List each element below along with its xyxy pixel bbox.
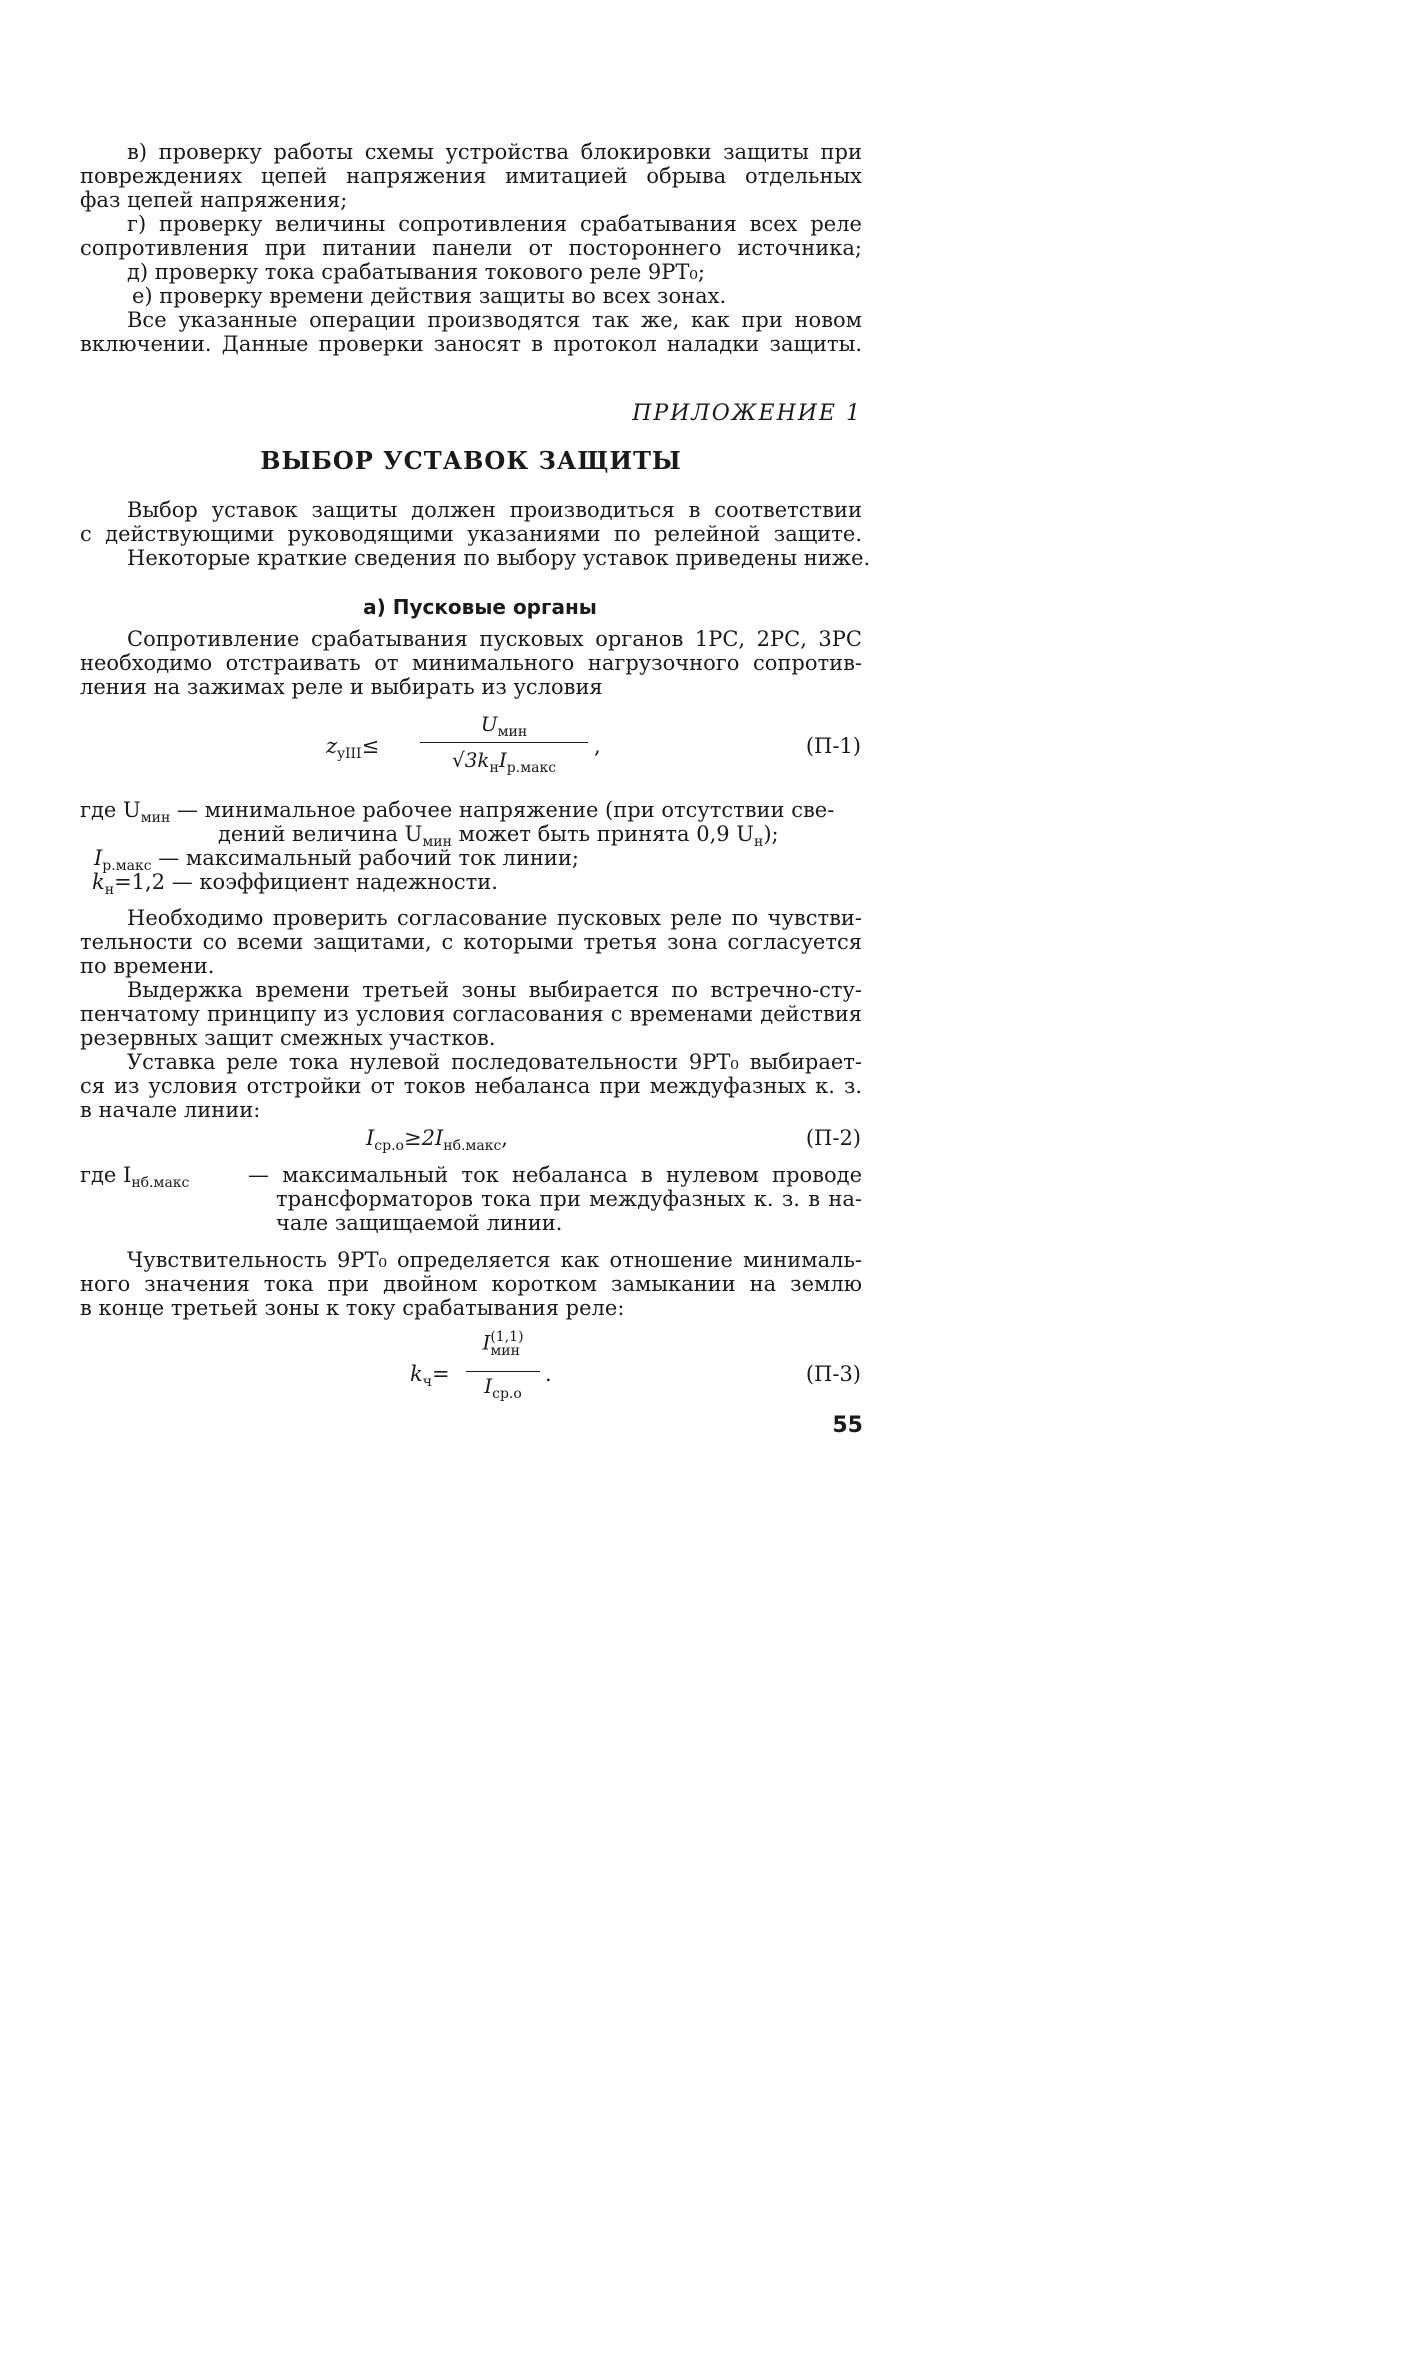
- formula-1-trail: ,: [594, 734, 601, 758]
- text-line: Выбор уставок защиты должен производиться в соответствии: [127, 498, 862, 522]
- where2-subscript: нб.макс: [131, 1175, 190, 1192]
- where-2-subscript-b: н: [754, 834, 764, 851]
- formula-1-numerator: [420, 712, 588, 740]
- formula-3-lhs-subscript: ч: [422, 1374, 432, 1391]
- text-line: ления на зажимах реле и выбирать из условия: [80, 675, 603, 699]
- where-2-subscript-a: мин: [422, 834, 452, 851]
- formula-3-trail: .: [545, 1362, 552, 1386]
- text-line: — максимальный ток небаланса в нулевом проводе: [248, 1163, 862, 1187]
- where-3-text: — максимальный рабочий ток линии;: [151, 846, 579, 870]
- formula-2: [366, 1126, 508, 1158]
- section-heading: а) Пусковые органы: [363, 595, 597, 619]
- formula-2-trail: ,: [501, 1126, 508, 1150]
- text-line: трансформаторов тока при междуфазных к. з. в на-: [276, 1187, 862, 1211]
- formula-1-denominator: [420, 748, 588, 776]
- text-line: резервных защит смежных участков.: [80, 1026, 496, 1050]
- text-line: включении. Данные проверки заносят в протокол наладки защиты.: [80, 332, 862, 356]
- formula-2-subscript-b: нб.макс: [443, 1138, 502, 1155]
- text-line: Некоторые краткие сведения по выбору уставок приведены ниже.: [127, 546, 871, 570]
- text-line: необходимо отстраивать от минимального нагрузочного сопротив-: [80, 651, 862, 675]
- formula-1-operator: ≤: [361, 734, 380, 758]
- text-line: г) проверку величины сопротивления срабатывания всех реле: [127, 212, 862, 236]
- where-line-4: [92, 870, 874, 902]
- formula-1-denominator-subscript-1: н: [489, 760, 499, 776]
- formula-3-denominator-subscript: ср.о: [492, 1386, 522, 1402]
- formula-3-denominator-symbol: I: [484, 1374, 493, 1398]
- text-line: с действующими руководящими указаниями по релейной защите.: [80, 522, 862, 546]
- formula-1-number: (П-1): [805, 734, 861, 758]
- formula-3-numerator: [466, 1330, 540, 1358]
- where2-symbol: где I: [80, 1163, 132, 1187]
- formula-3-denominator: [466, 1374, 540, 1402]
- where-4-subscript: н: [104, 882, 115, 899]
- formula-1-lhs-subscript: yIII: [337, 746, 362, 763]
- where-1-lead: где U: [80, 798, 141, 822]
- where-4-text: =1,2 — коэффициент надежности.: [114, 870, 498, 894]
- text-line: ся из условия отстройки от токов небаланса при междуфазных к. з.: [80, 1074, 862, 1098]
- text-line: пенчатому принципу из условия согласования с временами действия: [80, 1002, 862, 1026]
- where-1-subscript: мин: [140, 810, 171, 827]
- text-line: сопротивления при питании панели от постороннего источника;: [80, 236, 862, 260]
- formula-1-lhs-symbol: z: [326, 734, 338, 758]
- text-line: тельности со всеми защитами, с которыми третья зона согласуется: [80, 930, 862, 954]
- text-line: повреждениях цепей напряжения имитацией обрыва отдельных: [80, 164, 862, 188]
- formula-3-numerator-symbol: I: [482, 1330, 491, 1355]
- text-line: Необходимо проверить согласование пусковых реле по чувстви-: [127, 906, 862, 930]
- formula-3-fraction-bar: [466, 1371, 540, 1372]
- formula-1-denominator-subscript-2: р.макс: [506, 760, 557, 776]
- text-line: ного значения тока при двойном коротком замыкании на землю: [80, 1272, 862, 1296]
- page: [0, 0, 941, 1568]
- formula-2-operator: ≥2I: [403, 1126, 444, 1150]
- text-line: по времени.: [80, 954, 215, 978]
- where-2-text-b: может быть принята 0,9 U: [451, 822, 754, 846]
- text-line: е) проверку времени действия защиты во всех зонах.: [132, 284, 727, 308]
- text-line: фаз цепей напряжения;: [80, 188, 348, 212]
- formula-1-fraction-bar: [420, 742, 588, 743]
- text-line: Чувствительность 9РТ₀ определяется как отношение минималь-: [127, 1248, 862, 1272]
- formula-3-lhs: [410, 1362, 450, 1394]
- where-3-symbol: I: [94, 846, 103, 870]
- text-line: в конце третьей зоны к току срабатывания реле:: [80, 1296, 625, 1320]
- text-line: Сопротивление срабатывания пусковых органов 1РС, 2РС, 3РС: [127, 627, 862, 651]
- where-3-subscript: р.макс: [102, 858, 152, 875]
- where-2-text-c: );: [763, 822, 779, 846]
- formula-2-subscript-a: ср.о: [374, 1138, 404, 1155]
- text-line: в начале линии:: [80, 1098, 261, 1122]
- formula-1-numerator-symbol: U: [480, 712, 498, 736]
- where-4-symbol: k: [92, 870, 105, 894]
- formula-3-lhs-symbol: k: [410, 1362, 423, 1386]
- formula-3-operator: =: [432, 1362, 450, 1386]
- text-line: чале защищаемой линии.: [276, 1211, 563, 1235]
- text-line: Все указанные операции производятся так же, как при новом: [127, 308, 862, 332]
- formula-3-numerator-subscript: мин: [490, 1343, 520, 1359]
- formula-3-number: (П-3): [805, 1362, 861, 1386]
- text-line: д) проверку тока срабатывания токового реле 9РТ₀;: [127, 260, 705, 284]
- formula-2-symbol-a: I: [366, 1126, 375, 1150]
- text-line: в) проверку работы схемы устройства блокировки защиты при: [127, 140, 862, 164]
- formula-2-number: (П-2): [805, 1126, 861, 1150]
- appendix-label: ПРИЛОЖЕНИЕ 1: [632, 401, 862, 426]
- text-line: Выдержка времени третьей зоны выбирается по встречно-сту-: [127, 978, 862, 1002]
- where-1-text: — минимальное рабочее напряжение (при отсутствии све-: [170, 798, 835, 822]
- formula-1-numerator-subscript: мин: [497, 724, 528, 740]
- formula-1-lhs: [326, 734, 379, 766]
- formula-1-denominator-root: √3k: [451, 748, 490, 772]
- where-2-text-a: дений величина U: [218, 822, 423, 846]
- page-title: ВЫБОР УСТАВОК ЗАЩИТЫ: [260, 446, 682, 475]
- page-number: 55: [832, 1413, 863, 1438]
- formula-1-denominator-current: I: [498, 748, 507, 772]
- formula-3-numerator-superscript: (1,1): [490, 1329, 524, 1345]
- text-line: Уставка реле тока нулевой последовательности 9РТ₀ выбирает-: [127, 1050, 862, 1074]
